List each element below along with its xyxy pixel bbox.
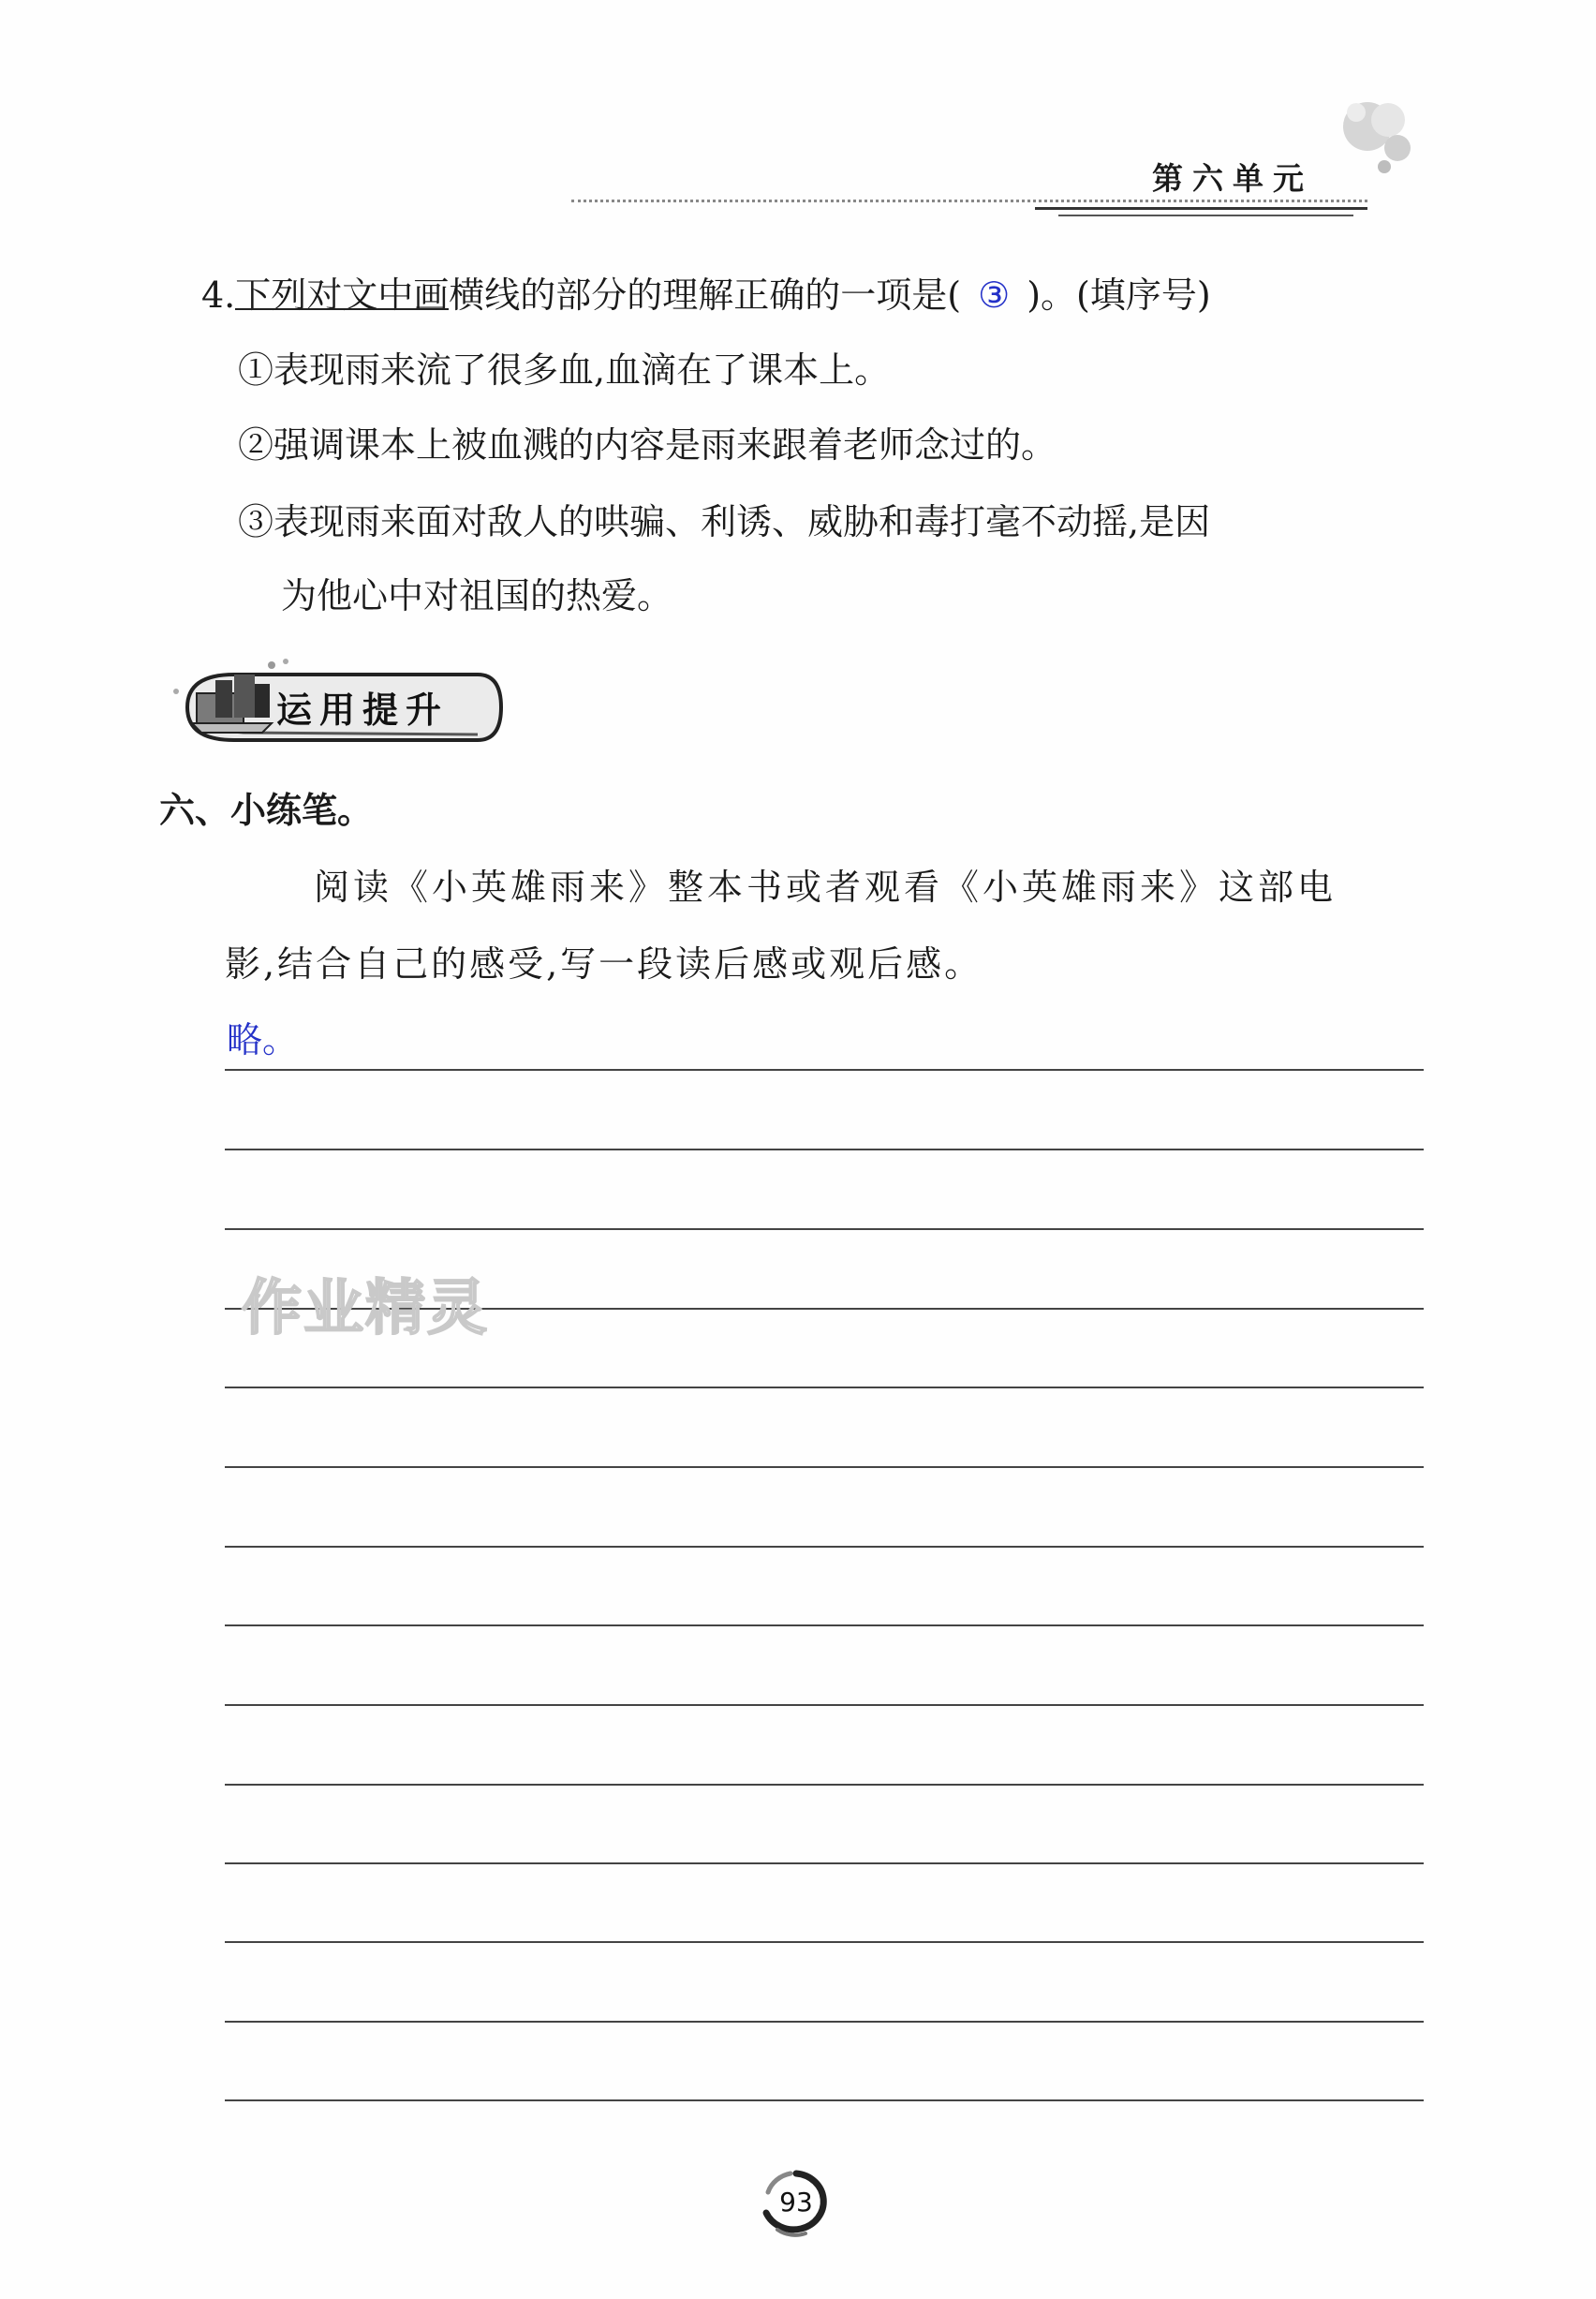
- page-number-badge: [749, 2164, 843, 2239]
- writing-line: [225, 1704, 1424, 1706]
- unit-title: 第六单元: [1152, 160, 1313, 197]
- page-number: 93: [779, 2187, 813, 2217]
- header-rule: [1035, 207, 1367, 210]
- writing-line: [225, 1862, 1424, 1864]
- writing-line: [225, 1546, 1424, 1548]
- writing-line: [225, 1069, 1424, 1071]
- section-6-prompt-line-1: 阅读《小英雄雨来》整本书或者观看《小英雄雨来》这部电: [314, 867, 1337, 908]
- question-4: [201, 272, 1211, 319]
- option-2: ②强调课本上被血溅的内容是雨来跟着老师念过的。: [238, 424, 1057, 466]
- writing-line: [225, 1149, 1424, 1150]
- writing-line: [225, 1941, 1424, 1943]
- question-4-suffix: )。(填序号): [1027, 274, 1211, 316]
- writing-line: [225, 2099, 1424, 2101]
- question-4-underlined-text: 下列对文中画: [235, 274, 450, 316]
- writing-line: [225, 1624, 1424, 1626]
- writing-line: [225, 1228, 1424, 1230]
- writing-line: [225, 1784, 1424, 1786]
- option-3: ③表现雨来面对敌人的哄骗、利诱、威胁和毒打毫不动摇,是因: [238, 501, 1211, 542]
- section-6-title: 六、小练笔。: [159, 790, 374, 831]
- question-4-text: 横线的部分的理解正确的一项是(: [449, 274, 962, 316]
- section-6-answer: 略。: [227, 1019, 299, 1061]
- header-dotted-rule: [571, 200, 1367, 202]
- watermark: 作业精灵: [242, 1274, 489, 1343]
- option-3-continued: 为他心中对祖国的热爱。: [281, 575, 673, 616]
- header-rule-secondary: [1058, 215, 1353, 216]
- section-6-prompt-line-2: 影,结合自己的感受,写一段读后感或观后感。: [225, 943, 983, 985]
- option-1: ①表现雨来流了很多血,血滴在了课本上。: [238, 349, 891, 391]
- banner-label: 运用提升: [276, 690, 450, 731]
- decorative-circles-icon: [1330, 94, 1433, 178]
- writing-line: [225, 1387, 1424, 1388]
- writing-line: [225, 2021, 1424, 2023]
- question-4-number: 4.: [201, 274, 236, 316]
- question-4-answer: ③: [978, 274, 1011, 316]
- writing-line: [225, 1466, 1424, 1468]
